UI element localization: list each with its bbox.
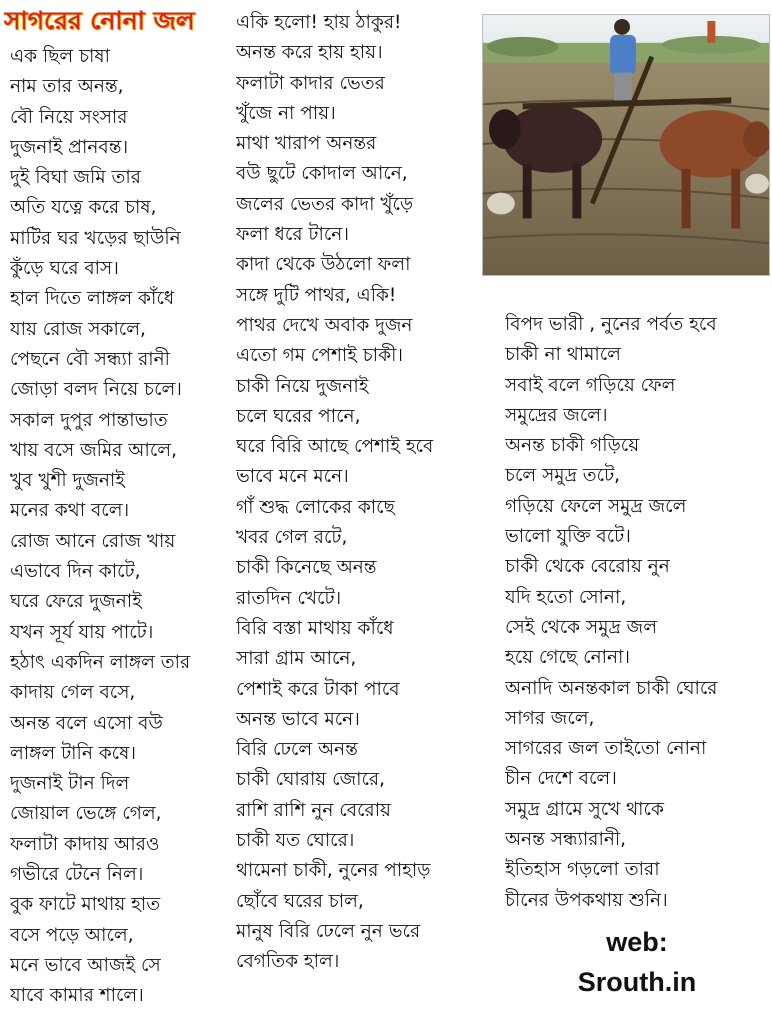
poem-line: চাকী থেকে বেরোয় নুন	[505, 556, 670, 578]
poem-line: গাঁ শুদ্ধ লোকের কাছে	[236, 496, 395, 518]
poem-line: খবর গেল রটে,	[236, 527, 348, 549]
poem-line: পেছনে বৌ সন্ধ্যা রানী	[10, 348, 170, 370]
poem-column-3	[505, 310, 769, 916]
web-site: Srouth.in	[577, 967, 697, 997]
poem-line: নাম তার অনন্ত,	[10, 76, 124, 98]
poem-line: যাবে কামার শালে।	[10, 985, 144, 1007]
poem-line: সমুদ্রের জলে।	[505, 404, 608, 426]
poem-line: মনের কথা বলে।	[10, 500, 130, 522]
poem-line: যখন সূর্য যায় পাটে।	[10, 621, 154, 643]
poem-line: কুঁড়ে ঘরে বাস।	[10, 258, 119, 280]
poem-line: বউ ছুটে কোদাল আনে,	[236, 163, 408, 185]
poem-line: বিরি বস্তা মাথায় কাঁধে	[236, 617, 394, 639]
poem-line: মানুষ বিরি ঢেলে নুন ভরে	[236, 920, 421, 942]
poem-line: সারা গ্রাম আনে,	[236, 648, 357, 670]
poem-line: ইতিহাস গড়লো তারা	[505, 859, 660, 881]
poem-line: যায় রোজ সকালে,	[10, 318, 146, 340]
poem-line: খুব খুশী দুজনাই	[10, 470, 125, 492]
poem-line: চাকী যত ঘোরে।	[236, 830, 355, 852]
poem-line: খুঁজে না পায়।	[236, 102, 336, 124]
poem-line: কাদা থেকে উঠলো ফলা	[236, 254, 411, 276]
poem-line: সকাল দুপুর পান্তাভাত	[10, 409, 168, 431]
poem-line: রোজ আনে রোজ খায়	[10, 530, 176, 552]
poem-line: দুজনাই টান দিল	[10, 773, 130, 795]
poem-column-2	[236, 8, 498, 978]
poem-line: বৌ নিয়ে সংসার	[10, 106, 128, 128]
poem-line: একি হলো! হায় ঠাকুর!	[236, 12, 402, 33]
poem-line: সমুদ্র গ্রামে সুখে থাকে	[505, 798, 664, 820]
web-label: web:	[606, 927, 668, 957]
poem-line: যদি হতো সোনা,	[505, 586, 627, 608]
poem-line: ফলাটা কাদায় আরও	[10, 833, 160, 855]
poem-line: মাথা খারাপ অনন্তর	[236, 133, 377, 155]
poem-line: জলের ভেতর কাদা খুঁড়ে	[236, 193, 414, 215]
poem-line: দুই বিঘা জমি তার	[10, 167, 141, 189]
poem-line: খায় বসে জমির আলে,	[10, 439, 177, 461]
poem-line: অনন্ত সন্ধ্যারানী,	[505, 829, 627, 851]
poem-line: অনাদি অনন্তকাল চাকী ঘোরে	[505, 677, 718, 699]
poem-line: লাঙ্গল টানি কষে।	[10, 742, 136, 764]
poem-line: বুক ফাটে মাথায় হাত	[10, 894, 161, 916]
poem-line: হাল দিতে লাঙ্গল কাঁধে	[10, 288, 175, 310]
poem-line: অনন্ত চাকী গড়িয়ে	[505, 435, 640, 457]
poem-line: রাতদিন খেটে।	[236, 587, 342, 609]
farmer-ploughing-photo	[482, 14, 770, 276]
poem-line: কাদায় গেল বসে,	[10, 682, 136, 704]
poem-line: বেগতিক হাল।	[236, 951, 340, 973]
poem-line: ছোঁবে ঘরের চাল,	[236, 890, 364, 912]
poem-line: হঠাৎ একদিন লাঙ্গল তার	[10, 651, 191, 673]
poem-line: জোড়া বলদ নিয়ে চলে।	[10, 379, 182, 401]
poem-line: থামেনা চাকী, নুনের পাহাড়	[236, 860, 431, 882]
poem-line: মনে ভাবে আজই সে	[10, 954, 161, 976]
poem-line: অনন্ত ভাবে মনে।	[236, 708, 360, 730]
poem-line: এক ছিল চাষা	[10, 46, 110, 67]
poem-line: গভীরে টেনে নিল।	[10, 864, 144, 886]
poem-line: চীন দেশে বলে।	[505, 768, 617, 790]
poem-line: অনন্ত করে হায় হায়।	[236, 42, 383, 64]
poem-line: বসে পড়ে আলে,	[10, 924, 134, 946]
poem-line: চাকী ঘোরায় জোরে,	[236, 769, 385, 791]
poem-line: চাকী কিনেছে অনন্ত	[236, 557, 377, 579]
poem-line: পেশাই করে টাকা পাবে	[236, 678, 400, 700]
poem-line: দুজনাই প্রানবন্ত।	[10, 136, 129, 158]
poem-line: ভালো যুক্তি বটে।	[505, 526, 631, 548]
poem-line: বিপদ ভারী , নুনের পর্বত হবে	[505, 314, 717, 335]
poem-title: সাগরের নোনা জল	[4, 6, 195, 35]
poem-line: অতি যত্নে করে চাষ,	[10, 197, 157, 219]
poem-line: চাকী নিয়ে দুজনাই	[236, 375, 369, 397]
poem-line: ঘরে বিরি আছে পেশাই হবে	[236, 436, 434, 458]
poem-line: চীনের উপকথায় শুনি।	[505, 889, 668, 911]
poem-line: সবাই বলে গড়িয়ে ফেল	[505, 374, 676, 396]
poem-line: চাকী না থামালে	[505, 344, 621, 366]
poem-line: সাগর জলে,	[505, 707, 595, 729]
poem-line: চলে সমুদ্র তটে,	[505, 465, 621, 487]
poem-line: সঙ্গে দুটি পাথর, একি!	[236, 284, 397, 306]
poem-line: পাথর দেখে অবাক দুজন	[236, 314, 413, 336]
poem-line: এভাবে দিন কাটে,	[10, 561, 141, 583]
poem-line: সাগরের জল তাইতো নোনা	[505, 738, 707, 760]
poem-line: অনন্ত বলে এসো বউ	[10, 712, 163, 734]
poem-line: গড়িয়ে ফেলে সমুদ্র জলে	[505, 495, 687, 517]
poem-line: চলে ঘরের পানে,	[236, 405, 361, 427]
poem-line: রাশি রাশি নুন বেরোয়	[236, 799, 391, 821]
poem-line: ফলাটা কাদার ভেতর	[236, 72, 385, 94]
poem-line: এতো গম পেশাই চাকী।	[236, 345, 403, 367]
poem-line: ভাবে মনে মনে।	[236, 466, 349, 488]
poem-line: বিরি ঢেলে অনন্ত	[236, 739, 358, 761]
poem-line: ঘরে ফেরে দুজনাই	[10, 591, 142, 613]
poem-line: জোয়াল ভেঙ্গে গেল,	[10, 803, 162, 825]
poem-column-1	[10, 42, 238, 1012]
poem-line: মাটির ঘর খড়ের ছাউনি	[10, 227, 181, 249]
poem-line: সেই থেকে সমুদ্র জল	[505, 616, 657, 638]
poem-line: ফলা ধরে টানে।	[236, 224, 349, 246]
website-credit	[505, 922, 769, 1002]
poem-line: হয়ে গেছে নোনা।	[505, 647, 631, 669]
